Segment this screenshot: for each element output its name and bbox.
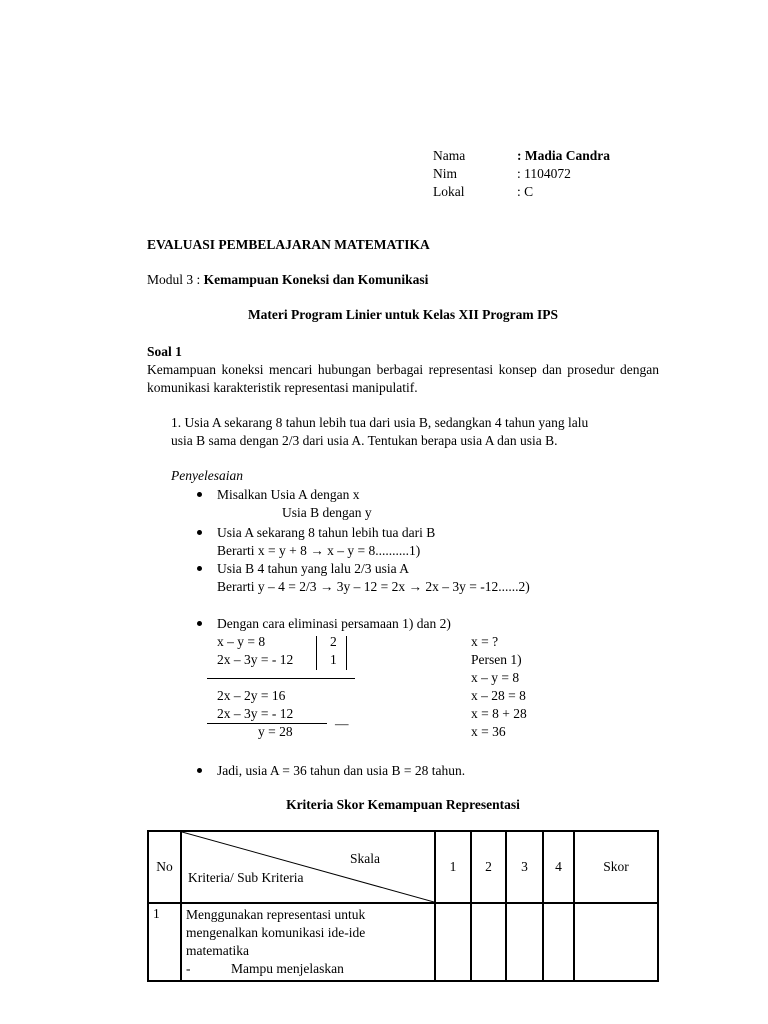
diagonal-line: [182, 832, 434, 902]
header-skor: Skor: [574, 831, 658, 903]
modul-line: [147, 271, 428, 289]
elim-rule: [207, 678, 355, 679]
bullet-icon: [197, 492, 202, 497]
materi-heading: Materi Program Linier untuk Kelas XII Program IPS: [247, 307, 559, 322]
skor-cell: [574, 903, 658, 981]
right-line: x = 8 + 28: [471, 706, 527, 721]
header-score-1: 1: [435, 831, 471, 903]
criteria-table: [147, 830, 659, 982]
right-line: Persen 1): [471, 652, 522, 667]
header-skala: Skala: [350, 851, 380, 866]
row-criteria-line: matematika: [186, 943, 249, 958]
bullet-icon: [197, 530, 202, 535]
document-title: EVALUASI PEMBELAJARAN MATEMATIKA: [147, 237, 430, 252]
solution-heading: Penyelesaian: [171, 468, 243, 483]
right-line: x = 36: [471, 724, 506, 739]
table-header-row: [148, 831, 658, 903]
bullet-icon: [197, 566, 202, 571]
soal-heading: Soal 1: [147, 344, 182, 359]
header-diagonal-cell: [181, 831, 435, 903]
elim-mult1: 2: [330, 634, 337, 649]
nama-label: Nama: [433, 148, 466, 163]
elim-eq2: 2x – 3y = - 12: [217, 652, 294, 667]
header-kriteria: Kriteria/ Sub Kriteria: [188, 870, 304, 885]
row-criteria-line: Menggunakan representasi untuk: [186, 907, 366, 922]
nim-label: Nim: [433, 166, 458, 181]
elim-divider-right: [346, 636, 347, 670]
lokal-label: Lokal: [433, 184, 465, 199]
question-1-line2: usia B sama dengan 2/3 dari usia A. Tentukan berapa usia A dan usia B.: [171, 433, 558, 448]
elim-result: y = 28: [258, 724, 293, 739]
row-no: 1: [148, 903, 181, 981]
bullet-icon: [197, 768, 202, 773]
bullet-1-line2: Usia B dengan y: [282, 505, 372, 520]
elim-mult2: 1: [330, 652, 337, 667]
header-no: No: [148, 831, 181, 903]
bullet-3-line2: Berarti y – 4 = 2/3 → 3y – 12 = 2x → 2x – 3y = -12......2): [217, 579, 530, 594]
right-line: x – y = 8: [471, 670, 520, 685]
row-criteria-line: mengenalkan komunikasi ide-ide: [186, 925, 366, 940]
lokal-value: : C: [517, 184, 534, 199]
question-1-line1: 1. Usia A sekarang 8 tahun lebih tua dari usia B, sedangkan 4 tahun yang lalu: [171, 415, 589, 430]
bullet-3-line1: Usia B 4 tahun yang lalu 2/3 usia A: [217, 561, 409, 576]
bullet-4-line1: Dengan cara eliminasi persamaan 1) dan 2): [217, 616, 451, 631]
elim-minus: —: [335, 716, 349, 731]
elim-eq3: 2x – 2y = 16: [217, 688, 286, 703]
score-cell: [506, 903, 543, 981]
score-cell: [471, 903, 506, 981]
bullet-icon: [197, 621, 202, 626]
right-line: x – 28 = 8: [471, 688, 526, 703]
modul-prefix: Modul 3 :: [147, 272, 204, 287]
bullet-2-line2: Berarti x = y + 8 → x – y = 8..........1): [217, 543, 421, 558]
table-row: [148, 903, 658, 981]
header-score-3: 3: [506, 831, 543, 903]
bullet-1-line1: Misalkan Usia A dengan x: [217, 487, 360, 502]
nama-value: : Madia Candra: [517, 148, 611, 163]
bullet-2-line1: Usia A sekarang 8 tahun lebih tua dari B: [217, 525, 436, 540]
modul-name: Kemampuan Koneksi dan Komunikasi: [203, 272, 429, 287]
elim-divider-left: [316, 636, 317, 670]
elim-eq4: 2x – 3y = - 12: [217, 706, 294, 721]
table-title: Kriteria Skor Kemampuan Representasi: [286, 797, 520, 812]
header-score-2: 2: [471, 831, 506, 903]
score-cell: [435, 903, 471, 981]
soal-intro: Kemampuan koneksi mencari hubungan berbagai representasi konsep dan prosedur dengan komunikasi karakteristik representasi manipulatif.: [147, 362, 659, 395]
bullet-5: Jadi, usia A = 36 tahun dan usia B = 28 tahun.: [217, 763, 466, 778]
score-cell: [543, 903, 574, 981]
nim-value: : 1104072: [517, 166, 571, 181]
row-subcriteria: - Mampu menjelaskan: [186, 961, 344, 976]
right-line: x = ?: [471, 634, 499, 649]
elim-eq1: x – y = 8: [217, 634, 266, 649]
header-score-4: 4: [543, 831, 574, 903]
row-criteria: [181, 903, 435, 981]
